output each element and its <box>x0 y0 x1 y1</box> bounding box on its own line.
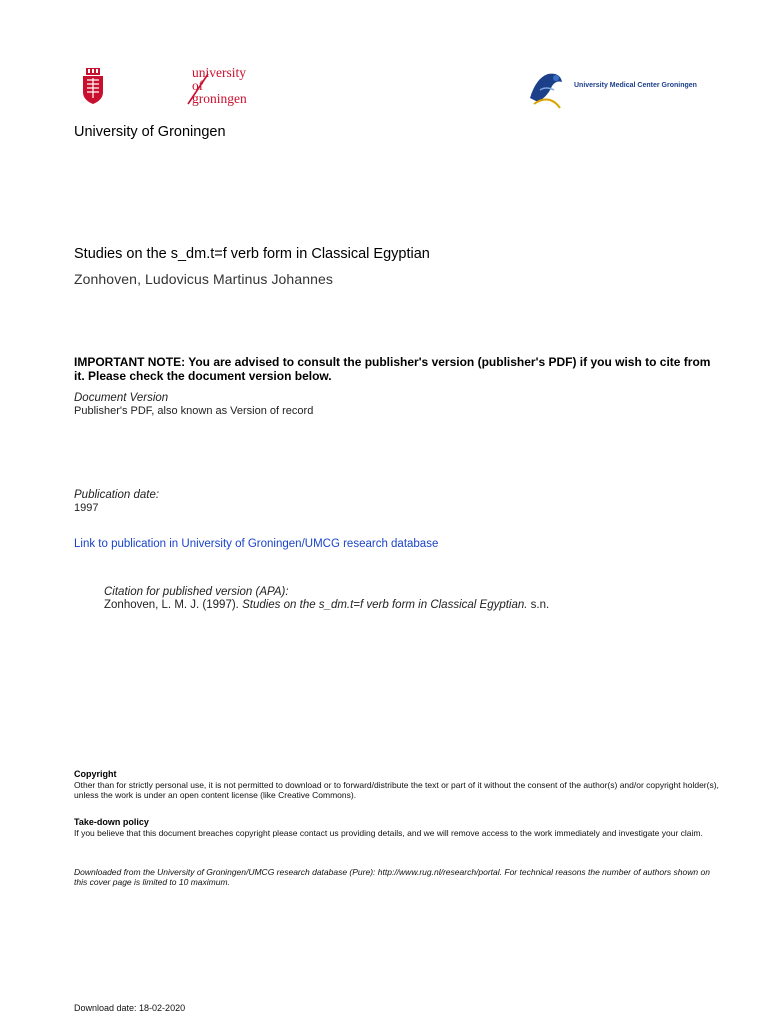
publication-date-label: Publication date: <box>74 489 160 501</box>
umcg-logo <box>526 68 696 112</box>
citation-prefix: Zonhoven, L. M. J. (1997). <box>104 599 243 611</box>
umcg-emblem-icon <box>526 68 566 110</box>
rug-wordmark-line1: university of <box>192 65 246 93</box>
copyright-heading: Copyright <box>74 769 117 779</box>
authors: Zonhoven, Ludovicus Martinus Johannes <box>74 271 333 287</box>
rug-wordmark-line2: groningen <box>192 91 247 106</box>
publication-link[interactable]: Link to publication in University of Groningen/UMCG research database <box>74 538 439 550</box>
takedown-text: If you believe that this document breaches copyright please contact us providing details, and we will remove access to the work immediately and investigate your claim. <box>74 828 703 838</box>
publication-date-value: 1997 <box>74 502 99 514</box>
citation-label: Citation for published version (APA): <box>104 586 289 598</box>
document-version-label: Document Version <box>74 392 169 404</box>
umcg-name: University Medical Center Groningen <box>574 82 697 89</box>
copyright-text: Other than for strictly personal use, it is not permitted to download or to forward/distribute the text or part of it without the consent of the author(s) and/or copyright holder(s), unless the work is under an open content license (like Creative Commons). <box>74 780 719 800</box>
university-of-groningen-logo <box>80 65 247 110</box>
important-note: IMPORTANT NOTE: You are advised to consult the publisher's version (publisher's PDF) if you wish to cite from it. Please check the document version below. <box>74 355 711 383</box>
citation-suffix: s.n. <box>527 599 550 611</box>
takedown-heading: Take-down policy <box>74 817 149 827</box>
rug-wordmark <box>112 65 247 110</box>
document-version-value: Publisher's PDF, also known as Version of record <box>74 405 314 417</box>
institution-name: University of Groningen <box>74 124 226 140</box>
download-date: Download date: 18-02-2020 <box>74 1003 186 1013</box>
citation-text <box>104 599 549 611</box>
rug-crest-icon <box>80 66 106 106</box>
downloaded-note: Downloaded from the University of Groningen/UMCG research database (Pure): http://www.rug.nl/research/portal. For technical reasons the number of authors shown on this cover page is limited to 10 maximum. <box>74 867 710 887</box>
citation-title: Studies on the s_dm.t=f verb form in Classical Egyptian. <box>242 599 528 611</box>
document-title: Studies on the s_dm.t=f verb form in Classical Egyptian <box>74 246 430 262</box>
